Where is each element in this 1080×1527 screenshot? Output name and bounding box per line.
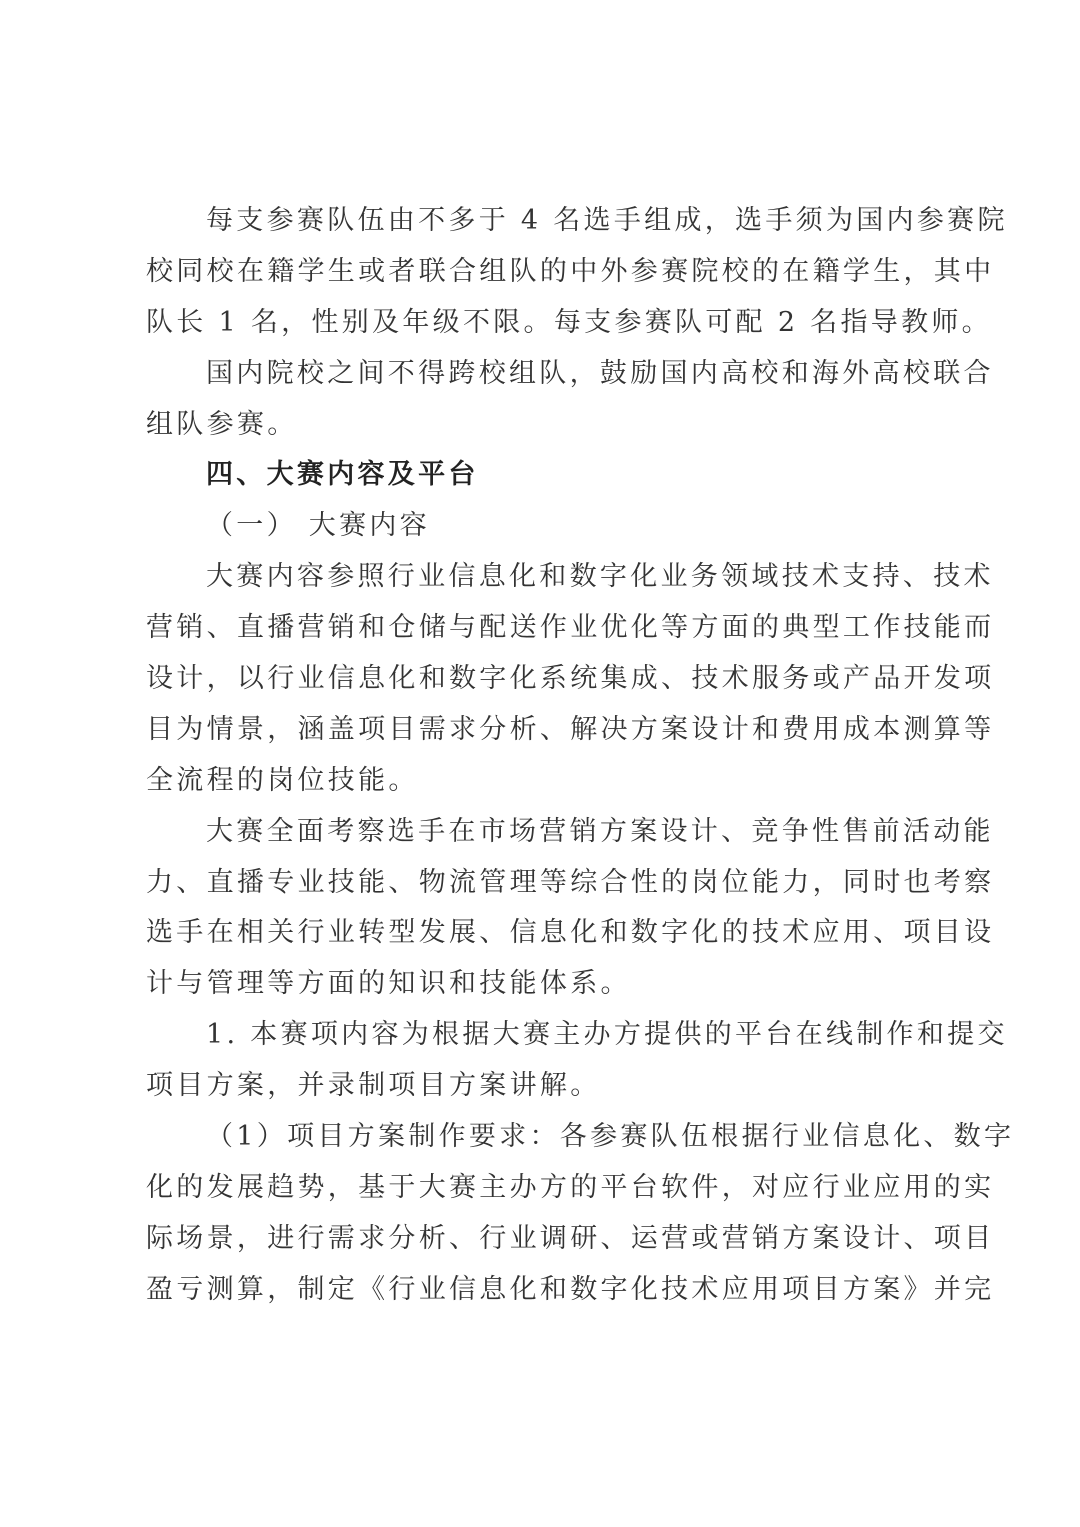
paragraph-line: 校同校在籍学生或者联合组队的中外参赛院校的在籍学生，其中	[146, 255, 995, 287]
paragraph-line: 组队参赛。	[146, 408, 298, 440]
paragraph-line: 全流程的岗位技能。	[146, 764, 419, 796]
paragraph-line: 目为情景，涵盖项目需求分析、解决方案设计和费用成本测算等	[146, 713, 995, 745]
paragraph-line: 力、直播专业技能、物流管理等综合性的岗位能力，同时也考察	[146, 866, 995, 898]
paragraph-line: 选手在相关行业转型发展、信息化和数字化的技术应用、项目设	[146, 917, 995, 949]
paragraph-line: 国内院校之间不得跨校组队，鼓励国内高校和海外高校联合	[206, 357, 994, 389]
paragraph-line: 1. 本赛项内容为根据大赛主办方提供的平台在线制作和提交	[206, 1019, 1008, 1051]
section-heading: 四、大赛内容及平台	[206, 459, 479, 491]
paragraph-line: （1）项目方案制作要求：各参赛队伍根据行业信息化、数字	[206, 1121, 1015, 1153]
paragraph-line: 设计，以行业信息化和数字化系统集成、技术服务或产品开发项	[146, 663, 995, 695]
paragraph-line: 每支参赛队伍由不多于 4 名选手组成，选手须为国内参赛院	[206, 205, 1008, 236]
paragraph-line: 队长 1 名，性别及年级不限。每支参赛队可配 2 名指导教师。	[146, 306, 992, 338]
document-body	[146, 196, 1015, 1316]
paragraph-line: 营销、直播营销和仓储与配送作业优化等方面的典型工作技能而	[146, 612, 995, 644]
paragraph-line: 计与管理等方面的知识和技能体系。	[146, 968, 631, 1000]
subsection-heading: （一） 大赛内容	[206, 510, 430, 542]
paragraph-line: 大赛全面考察选手在市场营销方案设计、竞争性售前活动能	[206, 815, 994, 847]
paragraph-line: 化的发展趋势，基于大赛主办方的平台软件，对应行业应用的实	[146, 1171, 995, 1203]
paragraph-line: 大赛内容参照行业信息化和数字化业务领域技术支持、技术	[206, 561, 994, 593]
paragraph-line: 盈亏测算，制定《行业信息化和数字化技术应用项目方案》并完	[146, 1273, 995, 1305]
paragraph-line: 际场景，进行需求分析、行业调研、运营或营销方案设计、项目	[146, 1222, 995, 1254]
paragraph-line: 项目方案，并录制项目方案讲解。	[146, 1070, 601, 1102]
